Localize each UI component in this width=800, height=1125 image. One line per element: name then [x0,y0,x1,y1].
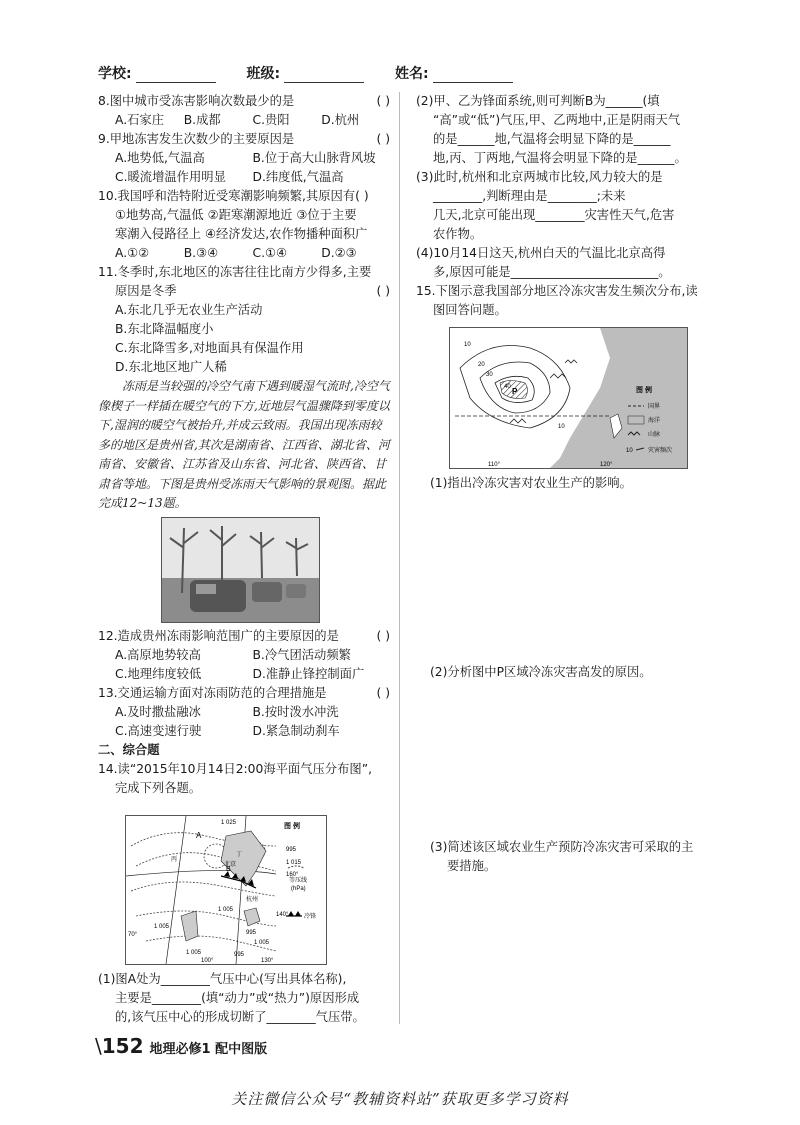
cold-disaster-map [449,327,688,469]
q15-2-block [430,663,710,682]
q11-option-d[interactable]: D.东北地区地广人稀 [115,360,227,374]
q15-1-question: (1)指出冷冻灾害对农业生产的影响。 [430,476,632,490]
map14-label-b: B [226,866,231,873]
q13-option-c[interactable]: C.高速变速行驶 [115,724,202,738]
q12-answer-paren[interactable]: ( ) [376,629,390,643]
q12-option-b[interactable]: B.冷气团活动频繁 [252,648,351,662]
map14-legend-isobar: 等压线 [289,878,308,884]
q14-stem: 14.读“2015年10月14日2:00海平面气压分布图”, [98,762,372,776]
map14-legend-front: 冷锋 [304,914,317,920]
map15-label-p: P [512,387,518,396]
map14-label-995c: 995 [234,952,245,958]
q12-option-c[interactable]: C.地理纬度较低 [115,667,202,681]
map14-label-995b: 995 [246,930,257,936]
name-label: 姓名: [394,66,429,82]
left-column-lower [98,627,390,798]
map14-label-1025: 1 025 [221,820,237,826]
q12-option-a[interactable]: A.高原地势较高 [115,648,201,662]
q14-2-line2: “高”或“低”)气压,甲、乙两地中,正是阴雨天气 [433,113,681,127]
q14-3-line4: 农作物。 [433,227,483,241]
map14-label-beijing: 北京 [224,862,237,868]
q10-stem: 10.我国呼和浩特附近受寒潮影响频繁,其原因有( ) [98,189,369,203]
school-field[interactable] [136,68,216,83]
map14-label-hangzhou: 杭州 [246,897,259,903]
class-label: 班级: [246,66,281,82]
school-label: 学校: [98,66,132,82]
map14-label-1015: 1 015 [286,860,302,866]
map15-legend-freq-value: 10 [626,448,633,454]
q13-answer-paren[interactable]: ( ) [376,686,390,700]
map14-label-70: 70° [128,932,138,938]
q8-options [98,111,390,130]
q15-2-question: (2)分析图中P区域冷冻灾害高发的原因。 [430,665,652,679]
q14-2-line1: (2)甲、乙为锋面系统,则可判断B为______(填 [416,94,660,108]
q13-option-d[interactable]: D.紧急制动刹车 [252,724,340,738]
map14-legend-unit: (hPa) [291,886,306,892]
map14-label-1005a: 1 005 [154,924,170,930]
map14-legend-title: 图 例 [284,823,300,830]
q13-option-a[interactable]: A.及时撒盐融冰 [115,705,201,719]
map15-legend-border: 国界 [648,404,661,410]
map15-label-40: 40 [504,384,511,390]
map14-label-a: A [196,831,202,840]
q14-stem-line2: 完成下列各题。 [115,781,202,795]
q14-4-line1: (4)10月14日这天,杭州白天的气温比北京高得 [416,246,666,260]
q10-option-a[interactable]: A.①② [115,246,150,260]
q11-stem-line2: 原因是冬季 [115,284,177,298]
q14-1-line1: (1)图A处为________气压中心(写出具体名称), [98,972,347,986]
pressure-map [125,815,327,965]
name-field[interactable] [433,68,513,83]
q10-line2: ①地势高,气温低 ②距寒潮源地近 ③位于主要 [115,208,357,222]
q8-stem: 8.图中城市受冻害影响次数最少的是 [98,94,295,108]
q15-3-block [430,838,720,876]
q14-1-line3: 的,该气压中心的形成切断了________气压带。 [115,1010,365,1024]
map14-label-bing: 丙 [171,857,178,863]
map14-label-100: 100° [201,958,214,964]
class-field[interactable] [284,68,364,83]
q14-2-line4: 地,丙、丁两地,气温将会明显下降的是______。 [433,151,687,165]
q11-option-b[interactable]: B.东北降温幅度小 [115,322,214,336]
map15-label-30: 30 [486,372,493,378]
q8-option-b[interactable]: B.成都 [183,113,221,127]
q8-option-d[interactable]: D.杭州 [321,113,360,127]
q14-1-block [98,970,390,1027]
wechat-note: 关注微信公众号“教辅资料站”获取更多学习资料 [231,1090,569,1108]
section-2-title: 二、综合题 [98,743,160,757]
q10-option-d[interactable]: D.②③ [321,246,357,260]
q11-option-c[interactable]: C.东北降雪多,对地面具有保温作用 [115,341,304,355]
q15-stem: 15.下图示意我国部分地区冷冻灾害发生频次分布,读 [416,284,698,298]
map14-label-130: 130° [261,958,274,964]
map14-label-160: 160° [286,872,299,878]
q14-3-line1: (3)此时,杭州和北京两城市比较,风力较大的是 [416,170,663,184]
q12-stem: 12.造成贵州冻雨影响范围广的主要原因的是 [98,629,339,643]
map15-legend-freq: 灾害频次 [648,448,673,454]
q11-option-a[interactable]: A.东北几乎无农业生产活动 [115,303,263,317]
q8-option-a[interactable]: A.石家庄 [115,113,164,127]
q14-1-line2: 主要是________(填“动力”或“热力”)原因形成 [115,991,360,1005]
q9-stem: 9.甲地冻害发生次数少的主要原因是 [98,132,295,146]
q15-3-line2: 要措施。 [447,859,497,873]
map15-label-120: 120° [600,462,613,468]
map14-label-1005b: 1 005 [254,940,270,946]
q14-3-line3: 几天,北京可能出现________灾害性天气,危害 [433,208,675,222]
left-column [98,92,390,514]
q11-answer-paren[interactable]: ( ) [376,284,390,298]
map14-label-140: 140° [276,912,289,918]
q15-stem-line2: 图回答问题。 [433,303,507,317]
map14-label-1005d: 1 005 [218,907,234,913]
q11-stem: 11.冬季时,东北地区的冻害往往比南方少得多,主要 [98,265,372,279]
q10-line3: 寒潮入侵路径上 ④经济发达,农作物播种面积广 [115,227,368,241]
map15-label-10a: 10 [464,342,471,348]
q14-4-line2: 多,原因可能是________________________。 [433,265,671,279]
q9-option-d[interactable]: D.纬度低,气温高 [252,170,344,184]
q14-3-line2: ________,判断理由是________;未来 [433,189,626,203]
map15-label-10b: 10 [558,424,565,430]
page-number: 152 [101,1034,144,1058]
map15-label-110: 110° [488,462,500,468]
q8-option-c[interactable]: C.贵阳 [252,113,290,127]
q14-2-line3: 的是______地,气温将会明显下降的是______ [433,132,671,146]
q13-option-b[interactable]: B.按时泼水冲洗 [252,705,339,719]
freezing-rain-photo [161,517,320,623]
student-info-header [98,63,539,83]
map15-legend-mountain: 山脉 [648,432,661,438]
column-divider [399,92,400,1024]
q12-option-d[interactable]: D.准静止锋控制面广 [252,667,365,681]
q9-option-a[interactable]: A.地势低,气温高 [115,151,205,165]
book-title: 地理必修1 配中图版 [149,1042,268,1057]
q9-answer-paren[interactable]: ( ) [376,132,390,146]
q9-option-b[interactable]: B.位于高大山脉背风坡 [252,151,376,165]
q10-option-b[interactable]: B.③④ [183,246,219,260]
freezing-rain-passage: 冻雨是当较强的冷空气南下遇到暖湿气流时,冷空气像楔子一样插在暖空气的下方,近地层气温骤降到零度以下,湿润的暖空气被抬升,并成云致雨。我国出现冻雨较多的地区是贵州省,其次是湖南省、江西省、湖北省、河南省、安徽省、江苏省及山东省、河北省、陕西省、甘肃省等地。下图是贵州受冻雨天气影响的景观图。据此完成12~13题。 [98,379,390,510]
q9-option-c[interactable]: C.暖流增温作用明显 [115,170,226,184]
map14-label-ding: 丁 [236,852,243,858]
map14-label-1005c: 1 005 [186,950,202,956]
q10-option-c[interactable]: C.①④ [252,246,288,260]
right-column [416,92,708,320]
page-footer: \152 地理必修1 配中图版 [95,1034,268,1058]
q13-stem: 13.交通运输方面对冻雨防范的合理措施是 [98,686,327,700]
q15-3-line1: (3)简述该区域农业生产预防冷冻灾害可采取的主 [430,840,694,854]
q15-1-block [430,474,710,493]
map15-legend-sea: 海洋 [648,418,661,424]
q8-answer-paren[interactable]: ( ) [376,94,390,108]
map15-legend-title: 图 例 [636,387,652,394]
map14-label-995: 995 [286,847,297,853]
map15-label-20: 20 [478,362,485,368]
